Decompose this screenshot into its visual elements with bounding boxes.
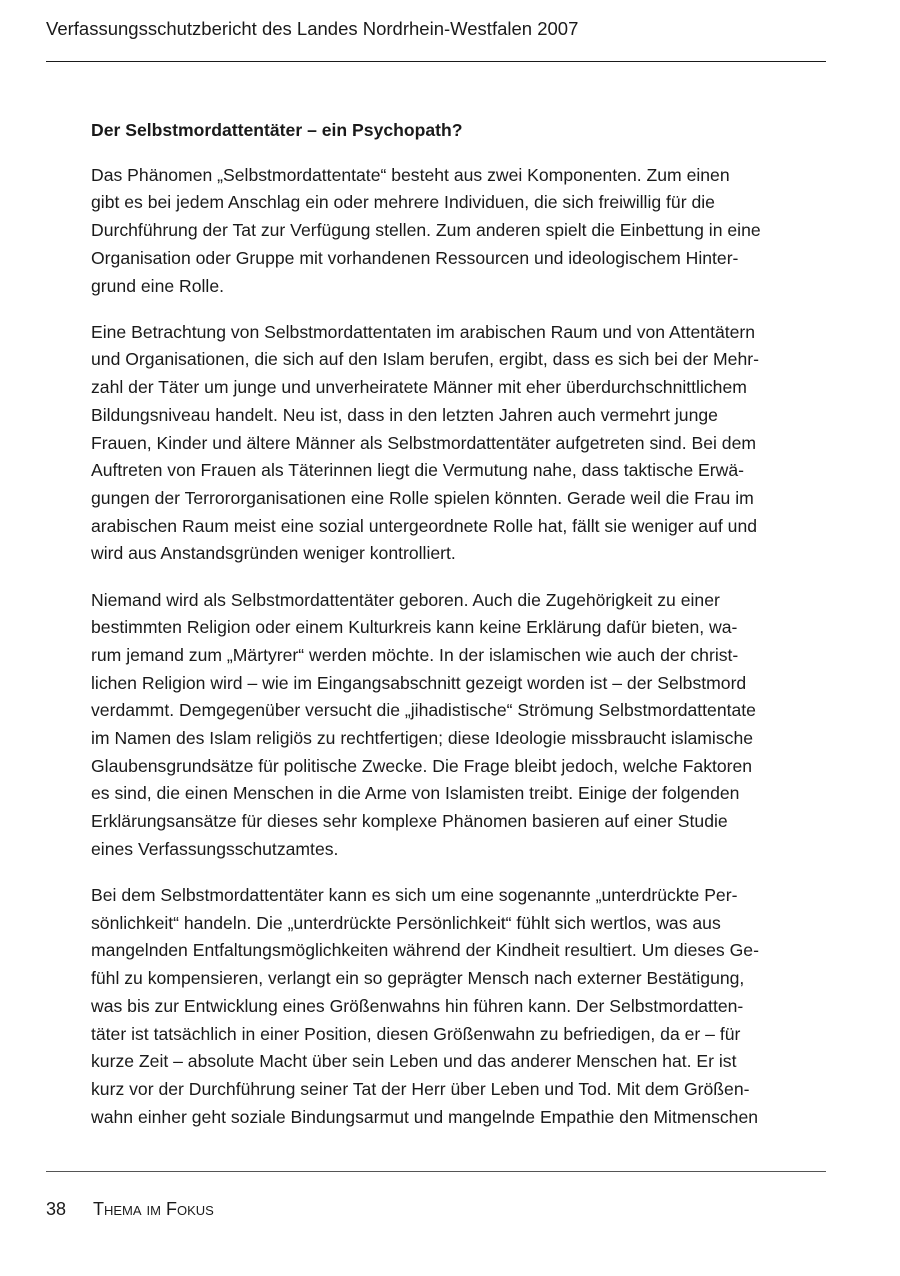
page-number: 38 [46,1199,67,1219]
page-footer [46,1198,214,1220]
text-line: es sind, die einen Menschen in die Arme von Islamisten treibt. Einige der folgenden [91,783,740,804]
text-line: lichen Religion wird – wie im Eingangsabschnitt gezeigt worden ist – der Selbstmord [91,672,747,693]
text-line: Das Phänomen „Selbstmordattentate“ besteht aus zwei Komponenten. Zum einen [91,164,730,185]
paragraph-4 [91,882,827,1131]
text-line: arabischen Raum meist eine sozial untergeordnete Rolle hat, fällt sie weniger auf und [91,515,758,536]
text-line: Bei dem Selbstmordattentäter kann es sich um eine sogenannte „unterdrückte Per- [91,885,738,906]
text-line: zahl der Täter um junge und unverheiratete Männer mit eher überdurchschnittlichem [91,377,747,398]
text-line: Bildungsniveau handelt. Neu ist, dass in den letzten Jahren auch vermehrt junge [91,404,718,425]
text-line: sönlichkeit“ handeln. Die „unterdrückte Persönlichkeit“ fühlt sich wertlos, was aus [91,912,721,933]
article-body [91,117,827,1150]
text-line: Erklärungsansätze für dieses sehr komplexe Phänomen basieren auf einer Studie [91,811,728,832]
header-divider [46,61,826,62]
text-line: fühl zu kompensieren, verlangt ein so geprägter Mensch nach externer Bestätigung, [91,968,745,989]
text-line: und Organisationen, die sich auf den Islam berufen, ergibt, dass es sich bei der Mehr- [91,349,759,370]
section-heading: Der Selbstmordattentäter – ein Psychopath? [91,120,463,140]
text-line: gibt es bei jedem Anschlag ein oder mehrere Individuen, die sich freiwillig für die [91,192,715,213]
text-line: Organisation oder Gruppe mit vorhandenen Ressourcen und ideologischem Hinter- [91,247,739,268]
paragraph-2 [91,319,827,568]
text-line: täter ist tatsächlich in einer Position, diesen Größenwahn zu befriedigen, da er – für [91,1023,741,1044]
text-line: eines Verfassungsschutzamtes. [91,838,339,859]
text-line: kurz vor der Durchführung seiner Tat der Herr über Leben und Tod. Mit dem Größen- [91,1079,750,1099]
text-line: Eine Betrachtung von Selbstmordattentaten im arabischen Raum und von Attentätern [91,321,756,342]
text-line: wird aus Anstandsgründen weniger kontrolliert. [91,543,456,564]
running-header: Verfassungsschutzbericht des Landes Nordrhein-Westfalen 2007 [46,18,579,39]
text-line: Frauen, Kinder und ältere Männer als Selbstmordattentäter aufgetreten sind. Bei dem [91,432,757,453]
footer-section-name: Thema im Fokus [93,1199,214,1219]
paragraph-1 [91,162,827,301]
text-line: rum jemand zum „Märtyrer“ werden möchte. In der islamischen wie auch der christ- [91,644,739,665]
text-line: im Namen des Islam religiös zu rechtfertigen; diese Ideologie missbraucht islamische [91,728,754,749]
text-line: verdammt. Demgegenüber versucht die „jihadistische“ Strömung Selbstmordattentate [91,700,756,721]
text-line: grund eine Rolle. [91,275,225,296]
text-line: Glaubensgrundsätze für politische Zwecke. Die Frage bleibt jedoch, welche Faktoren [91,755,753,776]
text-line: Durchführung der Tat zur Verfügung stellen. Zum anderen spielt die Einbettung in eine [91,220,761,241]
text-line: wahn einher geht soziale Bindungsarmut und mangelnde Empathie den Mitmenschen [91,1106,759,1127]
text-line: was bis zur Entwicklung eines Größenwahns hin führen kann. Der Selbstmordatten- [91,995,744,1016]
text-line: Niemand wird als Selbstmordattentäter geboren. Auch die Zugehörigkeit zu einer [91,589,720,610]
text-line: gungen der Terrororganisationen eine Rolle spielen könnten. Gerade weil die Frau im [91,487,754,508]
text-line: bestimmten Religion oder einem Kulturkreis kann keine Erklärung dafür bieten, wa- [91,617,738,638]
paragraph-3 [91,587,827,864]
footer-divider [46,1171,826,1172]
text-line: mangelnden Entfaltungsmöglichkeiten während der Kindheit resultiert. Um dieses Ge- [91,940,759,961]
text-line: kurze Zeit – absolute Macht über sein Leben und das anderer Menschen hat. Er ist [91,1051,737,1072]
text-line: Auftreten von Frauen als Täterinnen liegt die Vermutung nahe, dass taktische Erwä- [91,460,744,481]
